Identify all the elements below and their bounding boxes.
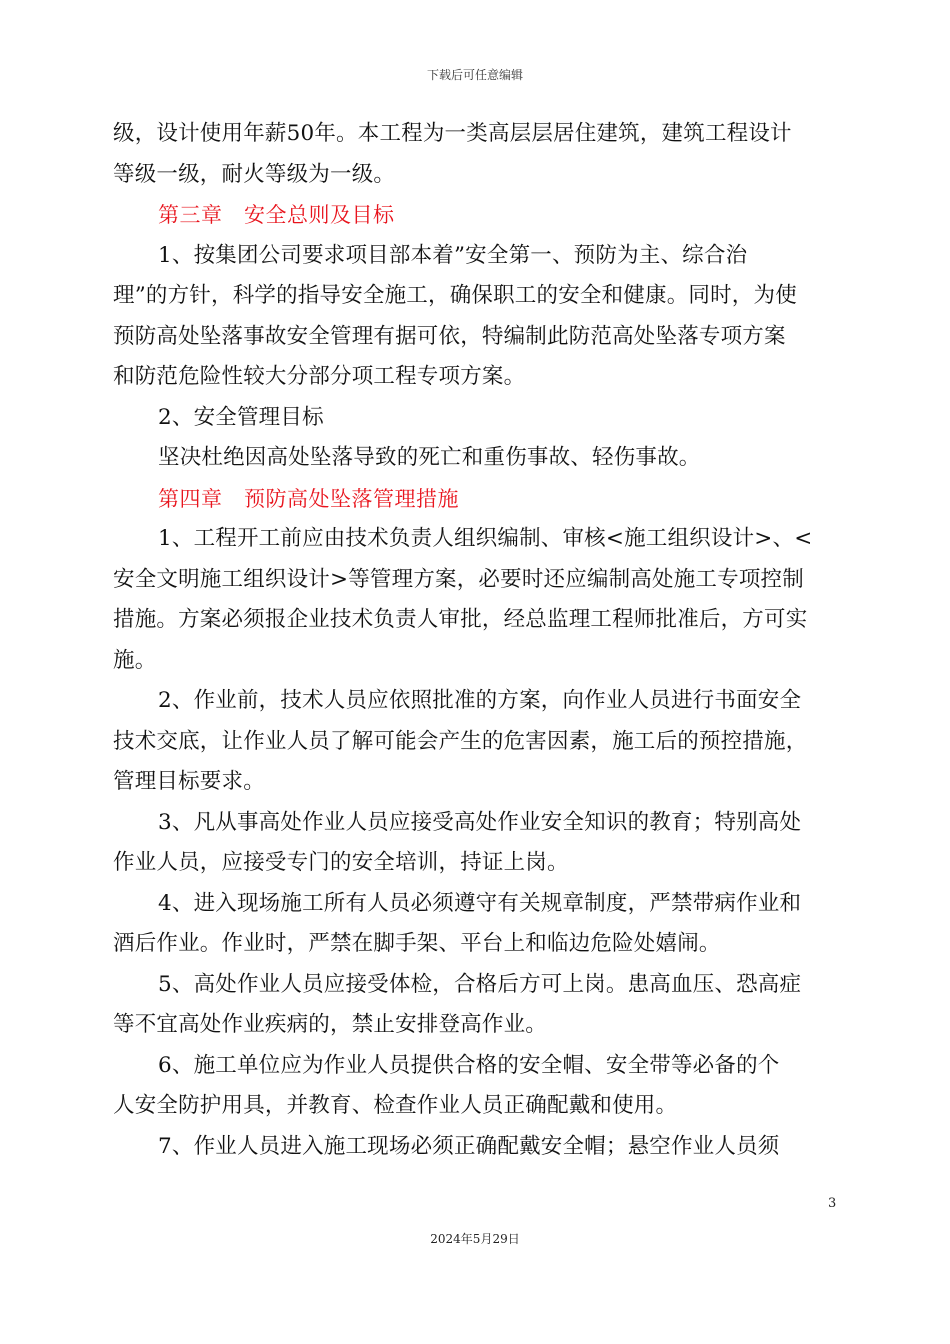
text-line: 措施。方案必须报企业技术负责人审批，经总监理工程师批准后，方可实 xyxy=(113,607,808,632)
text-line: 2、安全管理目标 xyxy=(158,404,324,430)
text-line: 预防高处坠落事故安全管理有据可依，特编制此防范高处坠落专项方案 xyxy=(113,323,786,349)
text-line: 6、施工单位应为作业人员提供合格的安全帽、安全带等必备的个 xyxy=(158,1052,780,1078)
text-line: 安全文明施工组织设计>等管理方案，必要时还应编制高处施工专项控制 xyxy=(113,566,804,592)
text-line: 7、作业人员进入施工现场必须正确配戴安全帽；悬空作业人员须 xyxy=(158,1133,780,1159)
text-line: 人安全防护用具，并教育、检查作业人员正确配戴和使用。 xyxy=(113,1093,678,1118)
text-line: 理”的方针，科学的指导安全施工，确保职工的安全和健康。同时，为使 xyxy=(113,283,797,308)
document-body xyxy=(113,114,843,1167)
text-line: 等不宜高处作业疾病的，禁止安排登高作业。 xyxy=(113,1012,548,1037)
text-line: 等级一级，耐火等级为一级。 xyxy=(113,161,396,187)
text-line: 1、按集团公司要求项目部本着”安全第一、预防为主、综合治 xyxy=(158,242,748,268)
text-line: 3、凡从事高处作业人员应接受高处作业安全知识的教育；特别高处 xyxy=(158,809,802,835)
text-line: 酒后作业。作业时，严禁在脚手架、平台上和临边危险处嬉闹。 xyxy=(113,931,721,956)
text-line: 2、作业前，技术人员应依照批准的方案，向作业人员进行书面安全 xyxy=(158,688,802,713)
chapter-3-heading: 第三章 安全总则及目标 xyxy=(158,203,395,227)
text-line: 4、进入现场施工所有人员必须遵守有关规章制度，严禁带病作业和 xyxy=(158,890,802,916)
page-header: 下载后可任意编辑 xyxy=(426,68,523,82)
text-line: 和防范危险性较大分部分项工程专项方案。 xyxy=(113,364,526,389)
text-line: 级，设计使用年薪50年。本工程为一类高层层居住建筑，建筑工程设计 xyxy=(113,121,792,146)
text-line: 5、高处作业人员应接受体检，合格后方可上岗。患高血压、恐高症 xyxy=(158,971,802,997)
text-line: 管理目标要求。 xyxy=(113,769,265,794)
chapter-4-heading: 第四章 预防高处坠落管理措施 xyxy=(158,486,459,511)
text-line: 施。 xyxy=(113,647,157,673)
text-line: 1、工程开工前应由技术负责人组织编制、审核<施工组织设计>、< xyxy=(158,526,813,551)
page-footer-date: 2024年5月29日 xyxy=(430,1232,520,1246)
text-line: 坚决杜绝因高处坠落导致的死亡和重伤事故、轻伤事故。 xyxy=(158,445,701,470)
page-number: 3 xyxy=(828,1196,837,1211)
text-line: 技术交底，让作业人员了解可能会产生的危害因素，施工后的预控措施， xyxy=(113,728,808,754)
text-line: 作业人员，应接受专门的安全培训，持证上岗。 xyxy=(113,850,569,875)
